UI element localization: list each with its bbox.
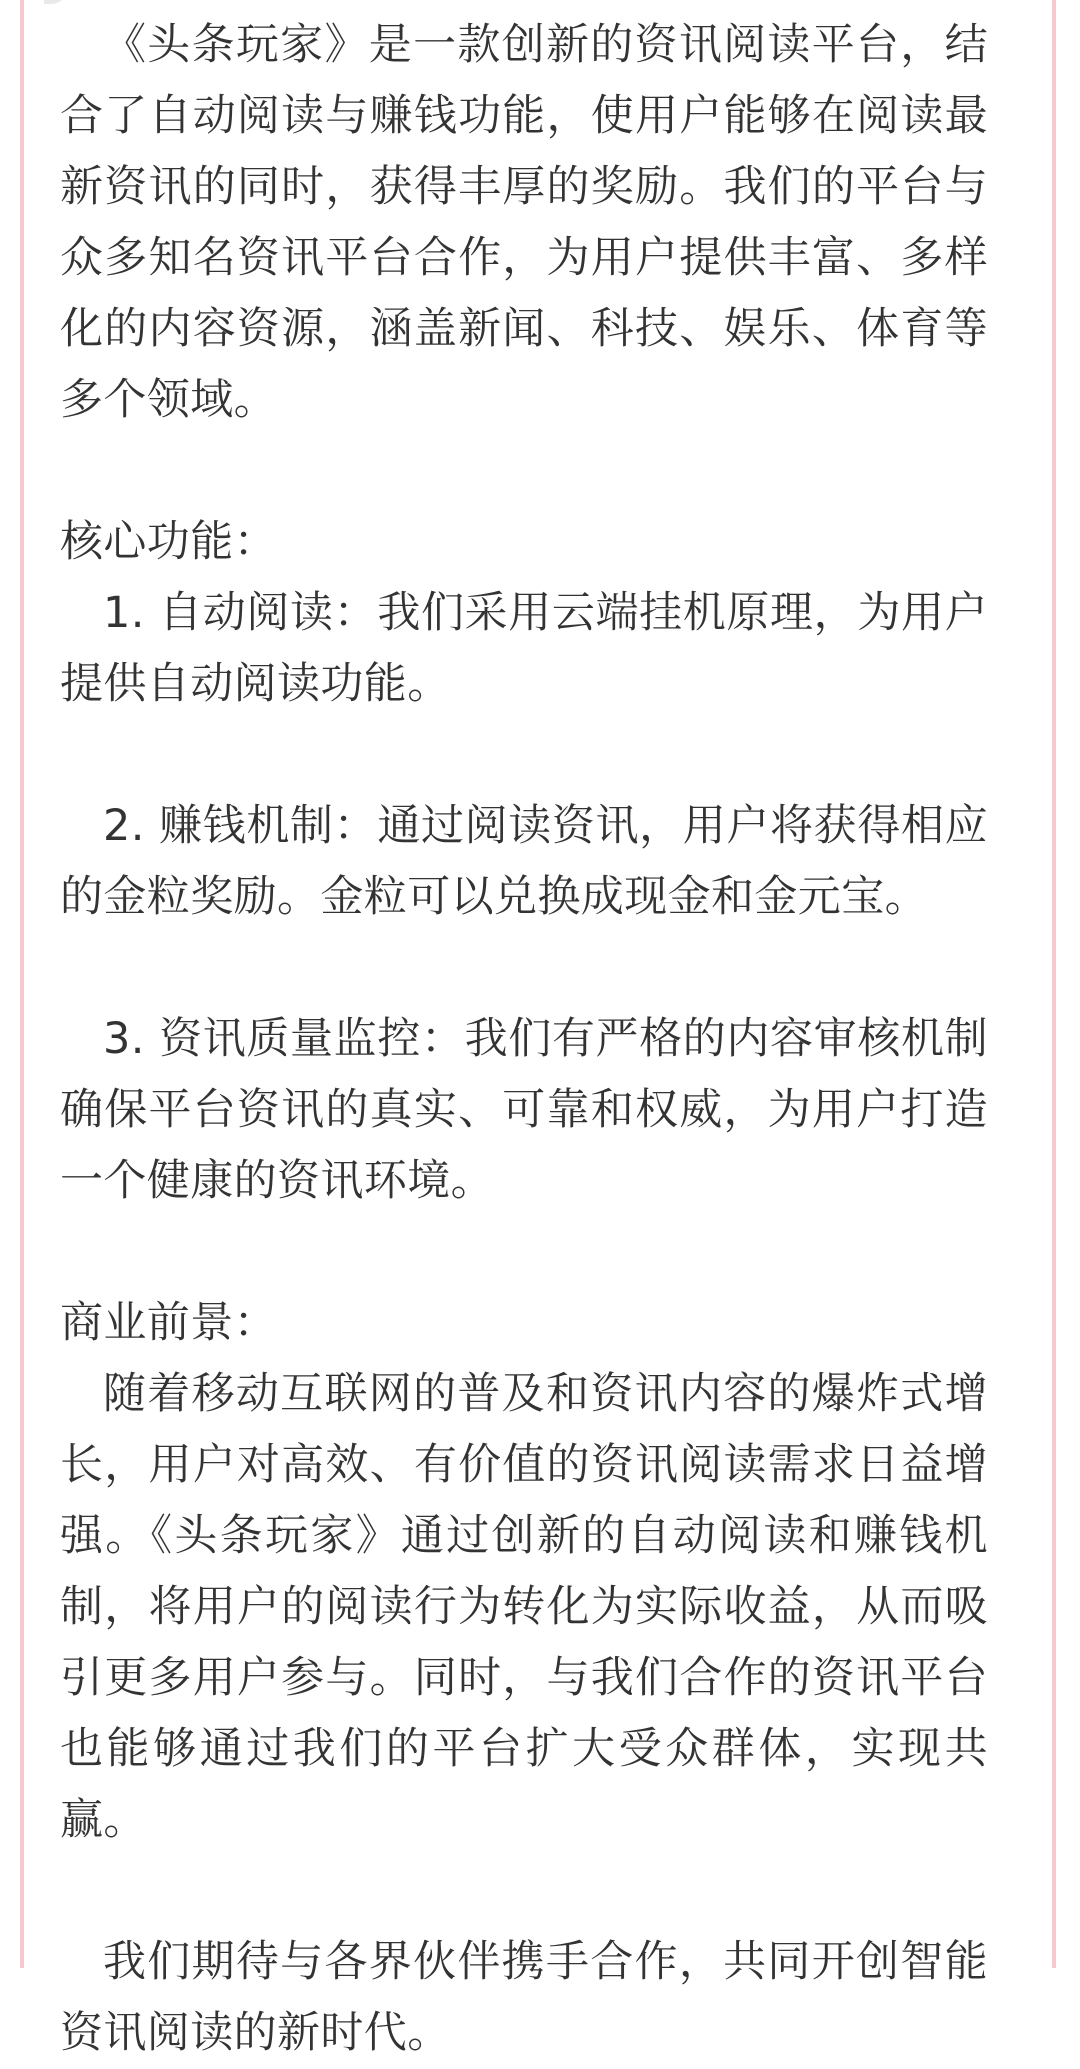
spacer bbox=[60, 933, 988, 1004]
intro-paragraph: 《头条玩家》是一款创新的资讯阅读平台，结合了自动阅读与赚钱功能，使用户能够在阅读最新资讯的同时，获得丰厚的奖励。我们的平台与众多知名资讯平台合作，为用户提供丰富、多样化的内容资源，涵盖新闻、科技、娱乐、体育等多个领域。 bbox=[60, 20, 988, 425]
business-outlook-heading: 商业前景： bbox=[60, 1298, 277, 1348]
core-features-heading: 核心功能： bbox=[60, 517, 277, 567]
article-body bbox=[60, 10, 988, 2069]
closing-paragraph: 我们期待与各界伙伴携手合作，共同开创智能资讯阅读的新时代。 bbox=[60, 1937, 988, 2058]
spacer bbox=[60, 1856, 988, 1927]
spacer bbox=[60, 436, 988, 507]
business-outlook-paragraph: 随着移动互联网的普及和资讯内容的爆炸式增长，用户对高效、有价值的资讯阅读需求日益增强。《头条玩家》通过创新的自动阅读和赚钱机制，将用户的阅读行为转化为实际收益，从而吸引更多用户参与。同时，与我们合作的资讯平台也能够通过我们的平台扩大受众群体，实现共赢。 bbox=[60, 1369, 988, 1845]
core-feature-item-1: 1. 自动阅读：我们采用云端挂机原理，为用户提供自动阅读功能。 bbox=[60, 588, 988, 709]
core-feature-item-3: 3. 资讯质量监控：我们有严格的内容审核机制确保平台资讯的真实、可靠和权威，为用户打造一个健康的资讯环境。 bbox=[60, 1014, 988, 1206]
spacer bbox=[60, 720, 988, 791]
core-feature-item-2: 2. 赚钱机制：通过阅读资讯，用户将获得相应的金粒奖励。金粒可以兑换成现金和金元宝。 bbox=[60, 801, 988, 922]
spacer bbox=[60, 1217, 988, 1288]
